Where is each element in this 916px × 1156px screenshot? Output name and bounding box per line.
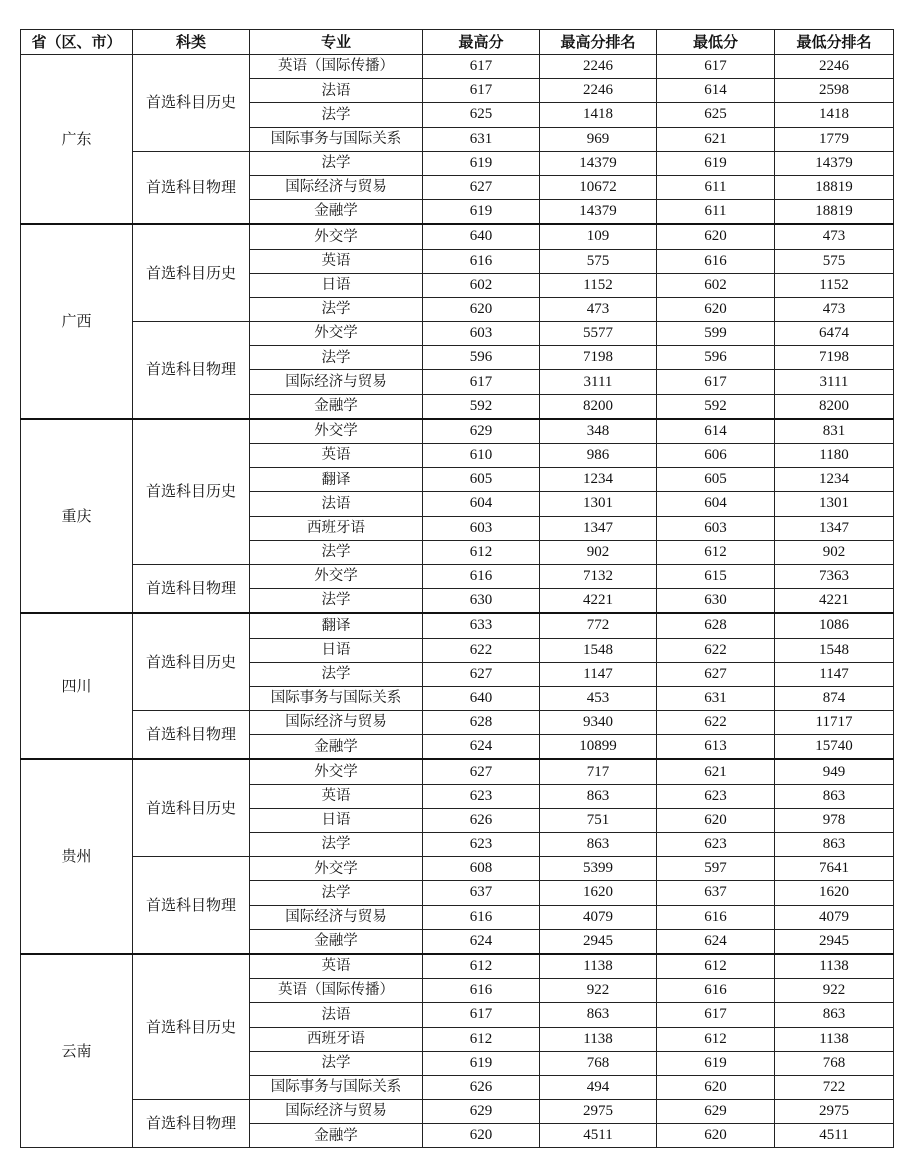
min-score-cell: 619 (657, 1051, 775, 1075)
min-rank-cell: 7641 (775, 857, 894, 881)
min-rank-cell: 863 (775, 1003, 894, 1027)
major-cell: 国际经济与贸易 (250, 711, 423, 735)
province-cell: 重庆 (21, 419, 133, 614)
min-score-cell: 612 (657, 954, 775, 979)
table-row (21, 711, 894, 735)
min-rank-cell: 4079 (775, 905, 894, 929)
max-score-cell: 612 (423, 954, 540, 979)
min-score-cell: 614 (657, 79, 775, 103)
min-rank-cell: 3111 (775, 370, 894, 394)
province-cell: 广西 (21, 224, 133, 419)
max-score-cell: 637 (423, 881, 540, 905)
min-rank-cell: 1620 (775, 881, 894, 905)
major-cell: 国际事务与国际关系 (250, 127, 423, 151)
min-score-cell: 621 (657, 127, 775, 151)
min-rank-cell: 2598 (775, 79, 894, 103)
major-cell: 外交学 (250, 322, 423, 346)
min-score-cell: 620 (657, 1124, 775, 1148)
max-score-cell: 616 (423, 249, 540, 273)
major-cell: 日语 (250, 808, 423, 832)
province-cell: 广东 (21, 55, 133, 225)
min-rank-cell: 18819 (775, 175, 894, 199)
table-row (21, 759, 894, 784)
min-score-cell: 628 (657, 613, 775, 638)
max-rank-cell: 1301 (540, 492, 657, 516)
major-cell: 国际经济与贸易 (250, 905, 423, 929)
min-rank-cell: 8200 (775, 394, 894, 419)
table-row (21, 564, 894, 588)
max-score-cell: 622 (423, 638, 540, 662)
max-rank-cell: 1234 (540, 468, 657, 492)
admission-scores-table (20, 29, 894, 1148)
max-rank-cell: 1347 (540, 516, 657, 540)
major-cell: 英语（国际传播） (250, 55, 423, 79)
max-rank-cell: 14379 (540, 151, 657, 175)
header-min-rank: 最低分排名 (775, 30, 894, 55)
table-row (21, 224, 894, 249)
min-score-cell: 623 (657, 784, 775, 808)
major-cell: 法学 (250, 589, 423, 614)
max-score-cell: 592 (423, 394, 540, 419)
table-row (21, 322, 894, 346)
min-score-cell: 603 (657, 516, 775, 540)
header-province: 省（区、市） (21, 30, 133, 55)
major-cell: 法学 (250, 1051, 423, 1075)
min-score-cell: 592 (657, 394, 775, 419)
min-score-cell: 629 (657, 1100, 775, 1124)
max-score-cell: 627 (423, 759, 540, 784)
major-cell: 法语 (250, 1003, 423, 1027)
category-cell: 首选科目历史 (133, 224, 250, 321)
min-rank-cell: 1086 (775, 613, 894, 638)
min-score-cell: 616 (657, 979, 775, 1003)
max-score-cell: 612 (423, 540, 540, 564)
max-score-cell: 620 (423, 1124, 540, 1148)
major-cell: 外交学 (250, 564, 423, 588)
max-score-cell: 605 (423, 468, 540, 492)
max-score-cell: 604 (423, 492, 540, 516)
min-rank-cell: 1418 (775, 103, 894, 127)
min-rank-cell: 1301 (775, 492, 894, 516)
major-cell: 外交学 (250, 759, 423, 784)
min-score-cell: 611 (657, 175, 775, 199)
province-cell: 贵州 (21, 759, 133, 954)
min-rank-cell: 1234 (775, 468, 894, 492)
min-score-cell: 620 (657, 1075, 775, 1099)
max-score-cell: 633 (423, 613, 540, 638)
table-row (21, 419, 894, 444)
min-rank-cell: 949 (775, 759, 894, 784)
min-rank-cell: 2975 (775, 1100, 894, 1124)
max-score-cell: 617 (423, 79, 540, 103)
max-score-cell: 603 (423, 322, 540, 346)
max-score-cell: 628 (423, 711, 540, 735)
min-rank-cell: 11717 (775, 711, 894, 735)
min-rank-cell: 7198 (775, 346, 894, 370)
max-rank-cell: 473 (540, 297, 657, 321)
max-score-cell: 626 (423, 808, 540, 832)
min-score-cell: 624 (657, 929, 775, 954)
min-rank-cell: 902 (775, 540, 894, 564)
major-cell: 外交学 (250, 419, 423, 444)
min-score-cell: 622 (657, 638, 775, 662)
table-row (21, 151, 894, 175)
min-score-cell: 611 (657, 200, 775, 225)
max-rank-cell: 986 (540, 444, 657, 468)
category-cell: 首选科目物理 (133, 1100, 250, 1148)
max-rank-cell: 7132 (540, 564, 657, 588)
max-score-cell: 617 (423, 370, 540, 394)
min-score-cell: 620 (657, 224, 775, 249)
major-cell: 英语 (250, 954, 423, 979)
max-score-cell: 616 (423, 905, 540, 929)
min-score-cell: 631 (657, 686, 775, 710)
max-rank-cell: 109 (540, 224, 657, 249)
major-cell: 法语 (250, 79, 423, 103)
min-score-cell: 621 (657, 759, 775, 784)
category-cell: 首选科目物理 (133, 151, 250, 224)
major-cell: 法学 (250, 297, 423, 321)
max-score-cell: 617 (423, 1003, 540, 1027)
max-score-cell: 629 (423, 419, 540, 444)
max-rank-cell: 4079 (540, 905, 657, 929)
max-score-cell: 640 (423, 224, 540, 249)
max-rank-cell: 14379 (540, 200, 657, 225)
min-rank-cell: 831 (775, 419, 894, 444)
category-cell: 首选科目物理 (133, 711, 250, 760)
max-rank-cell: 1620 (540, 881, 657, 905)
min-rank-cell: 1779 (775, 127, 894, 151)
min-score-cell: 620 (657, 808, 775, 832)
major-cell: 金融学 (250, 929, 423, 954)
major-cell: 国际事务与国际关系 (250, 686, 423, 710)
max-score-cell: 603 (423, 516, 540, 540)
max-rank-cell: 575 (540, 249, 657, 273)
min-rank-cell: 14379 (775, 151, 894, 175)
min-score-cell: 602 (657, 273, 775, 297)
major-cell: 金融学 (250, 735, 423, 760)
max-rank-cell: 969 (540, 127, 657, 151)
major-cell: 法学 (250, 103, 423, 127)
min-score-cell: 599 (657, 322, 775, 346)
major-cell: 法语 (250, 492, 423, 516)
min-rank-cell: 575 (775, 249, 894, 273)
min-score-cell: 620 (657, 297, 775, 321)
min-score-cell: 613 (657, 735, 775, 760)
min-score-cell: 617 (657, 55, 775, 79)
min-rank-cell: 922 (775, 979, 894, 1003)
max-rank-cell: 1548 (540, 638, 657, 662)
min-score-cell: 630 (657, 589, 775, 614)
max-rank-cell: 494 (540, 1075, 657, 1099)
major-cell: 日语 (250, 638, 423, 662)
max-score-cell: 624 (423, 735, 540, 760)
max-rank-cell: 751 (540, 808, 657, 832)
major-cell: 法学 (250, 151, 423, 175)
max-rank-cell: 2975 (540, 1100, 657, 1124)
min-score-cell: 622 (657, 711, 775, 735)
category-cell: 首选科目历史 (133, 55, 250, 152)
major-cell: 金融学 (250, 200, 423, 225)
max-rank-cell: 4221 (540, 589, 657, 614)
min-rank-cell: 6474 (775, 322, 894, 346)
max-rank-cell: 863 (540, 784, 657, 808)
min-rank-cell: 7363 (775, 564, 894, 588)
max-score-cell: 620 (423, 297, 540, 321)
max-score-cell: 629 (423, 1100, 540, 1124)
max-rank-cell: 1418 (540, 103, 657, 127)
max-rank-cell: 1138 (540, 954, 657, 979)
category-cell: 首选科目物理 (133, 322, 250, 419)
max-rank-cell: 772 (540, 613, 657, 638)
major-cell: 翻译 (250, 468, 423, 492)
min-rank-cell: 1180 (775, 444, 894, 468)
max-score-cell: 624 (423, 929, 540, 954)
max-rank-cell: 5399 (540, 857, 657, 881)
min-rank-cell: 2246 (775, 55, 894, 79)
min-score-cell: 617 (657, 370, 775, 394)
min-score-cell: 616 (657, 249, 775, 273)
table-row (21, 1100, 894, 1124)
min-rank-cell: 4511 (775, 1124, 894, 1148)
max-score-cell: 630 (423, 589, 540, 614)
major-cell: 西班牙语 (250, 1027, 423, 1051)
max-score-cell: 640 (423, 686, 540, 710)
max-score-cell: 619 (423, 151, 540, 175)
max-rank-cell: 10672 (540, 175, 657, 199)
min-score-cell: 617 (657, 1003, 775, 1027)
max-score-cell: 623 (423, 784, 540, 808)
max-rank-cell: 348 (540, 419, 657, 444)
min-rank-cell: 1548 (775, 638, 894, 662)
min-score-cell: 616 (657, 905, 775, 929)
major-cell: 西班牙语 (250, 516, 423, 540)
min-rank-cell: 4221 (775, 589, 894, 614)
max-rank-cell: 453 (540, 686, 657, 710)
min-rank-cell: 1347 (775, 516, 894, 540)
max-rank-cell: 2246 (540, 79, 657, 103)
min-score-cell: 596 (657, 346, 775, 370)
max-rank-cell: 863 (540, 1003, 657, 1027)
major-cell: 英语 (250, 784, 423, 808)
min-rank-cell: 722 (775, 1075, 894, 1099)
min-rank-cell: 978 (775, 808, 894, 832)
min-rank-cell: 1138 (775, 954, 894, 979)
max-score-cell: 602 (423, 273, 540, 297)
max-rank-cell: 1147 (540, 662, 657, 686)
header-row (21, 30, 894, 55)
major-cell: 法学 (250, 881, 423, 905)
major-cell: 法学 (250, 833, 423, 857)
min-score-cell: 605 (657, 468, 775, 492)
max-score-cell: 616 (423, 979, 540, 1003)
max-rank-cell: 863 (540, 833, 657, 857)
table-wrapper (20, 29, 894, 1148)
table-row (21, 857, 894, 881)
min-score-cell: 625 (657, 103, 775, 127)
major-cell: 法学 (250, 662, 423, 686)
min-rank-cell: 1152 (775, 273, 894, 297)
major-cell: 英语 (250, 249, 423, 273)
major-cell: 英语 (250, 444, 423, 468)
category-cell: 首选科目历史 (133, 613, 250, 710)
major-cell: 法学 (250, 540, 423, 564)
province-cell: 云南 (21, 954, 133, 1148)
max-score-cell: 619 (423, 1051, 540, 1075)
min-rank-cell: 2945 (775, 929, 894, 954)
max-rank-cell: 1152 (540, 273, 657, 297)
category-cell: 首选科目历史 (133, 954, 250, 1100)
major-cell: 金融学 (250, 394, 423, 419)
table-row (21, 55, 894, 79)
max-rank-cell: 717 (540, 759, 657, 784)
min-rank-cell: 863 (775, 833, 894, 857)
min-rank-cell: 863 (775, 784, 894, 808)
min-score-cell: 619 (657, 151, 775, 175)
max-score-cell: 608 (423, 857, 540, 881)
major-cell: 金融学 (250, 1124, 423, 1148)
max-rank-cell: 768 (540, 1051, 657, 1075)
max-score-cell: 612 (423, 1027, 540, 1051)
category-cell: 首选科目物理 (133, 857, 250, 954)
min-rank-cell: 18819 (775, 200, 894, 225)
max-rank-cell: 902 (540, 540, 657, 564)
major-cell: 国际经济与贸易 (250, 370, 423, 394)
min-score-cell: 615 (657, 564, 775, 588)
min-score-cell: 637 (657, 881, 775, 905)
header-major: 专业 (250, 30, 423, 55)
max-rank-cell: 922 (540, 979, 657, 1003)
max-score-cell: 631 (423, 127, 540, 151)
major-cell: 国际经济与贸易 (250, 175, 423, 199)
max-rank-cell: 7198 (540, 346, 657, 370)
max-score-cell: 627 (423, 662, 540, 686)
major-cell: 英语（国际传播） (250, 979, 423, 1003)
max-score-cell: 627 (423, 175, 540, 199)
header-max-score: 最高分 (423, 30, 540, 55)
major-cell: 外交学 (250, 224, 423, 249)
province-cell: 四川 (21, 613, 133, 759)
max-score-cell: 616 (423, 564, 540, 588)
min-rank-cell: 1138 (775, 1027, 894, 1051)
major-cell: 法学 (250, 346, 423, 370)
category-cell: 首选科目历史 (133, 759, 250, 856)
max-rank-cell: 1138 (540, 1027, 657, 1051)
table-body (21, 55, 894, 1148)
major-cell: 外交学 (250, 857, 423, 881)
min-score-cell: 614 (657, 419, 775, 444)
min-score-cell: 612 (657, 540, 775, 564)
min-rank-cell: 473 (775, 224, 894, 249)
max-rank-cell: 8200 (540, 394, 657, 419)
min-score-cell: 597 (657, 857, 775, 881)
min-rank-cell: 1147 (775, 662, 894, 686)
min-rank-cell: 768 (775, 1051, 894, 1075)
max-rank-cell: 4511 (540, 1124, 657, 1148)
major-cell: 国际经济与贸易 (250, 1100, 423, 1124)
max-rank-cell: 2945 (540, 929, 657, 954)
max-score-cell: 596 (423, 346, 540, 370)
max-rank-cell: 3111 (540, 370, 657, 394)
max-score-cell: 623 (423, 833, 540, 857)
max-rank-cell: 10899 (540, 735, 657, 760)
table-row (21, 954, 894, 979)
min-score-cell: 612 (657, 1027, 775, 1051)
min-rank-cell: 15740 (775, 735, 894, 760)
category-cell: 首选科目物理 (133, 564, 250, 613)
max-rank-cell: 9340 (540, 711, 657, 735)
max-score-cell: 610 (423, 444, 540, 468)
max-score-cell: 619 (423, 200, 540, 225)
major-cell: 国际事务与国际关系 (250, 1075, 423, 1099)
max-score-cell: 617 (423, 55, 540, 79)
min-rank-cell: 874 (775, 686, 894, 710)
header-min-score: 最低分 (657, 30, 775, 55)
max-score-cell: 625 (423, 103, 540, 127)
max-score-cell: 626 (423, 1075, 540, 1099)
max-rank-cell: 5577 (540, 322, 657, 346)
min-score-cell: 627 (657, 662, 775, 686)
major-cell: 日语 (250, 273, 423, 297)
major-cell: 翻译 (250, 613, 423, 638)
min-score-cell: 606 (657, 444, 775, 468)
category-cell: 首选科目历史 (133, 419, 250, 565)
table-row (21, 613, 894, 638)
min-score-cell: 604 (657, 492, 775, 516)
min-score-cell: 623 (657, 833, 775, 857)
max-rank-cell: 2246 (540, 55, 657, 79)
header-category: 科类 (133, 30, 250, 55)
min-rank-cell: 473 (775, 297, 894, 321)
header-max-rank: 最高分排名 (540, 30, 657, 55)
